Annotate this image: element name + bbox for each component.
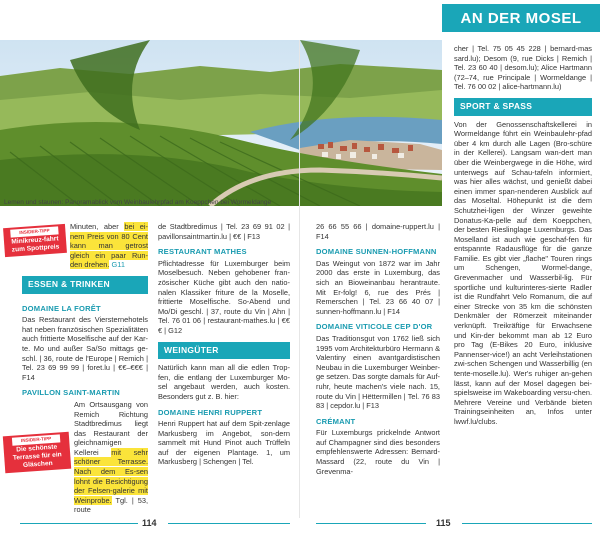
venue-description: Henri Ruppert hat auf dem Spit-zenlage Markusberg im Angebot, son-dern sammelt mit Hund Pinot auch Trüffeln auf der eigenen Plantage. 1, um Markusberg | Schengen | Tel. bbox=[158, 419, 290, 467]
page-number-right: 115 bbox=[436, 518, 451, 528]
column-2 bbox=[158, 222, 290, 467]
insider-tip-label: INSIDER-TIPP bbox=[10, 226, 58, 237]
page-number-left: 114 bbox=[142, 518, 157, 528]
insider-tip-text: Die schönste Terrasse für ein Gläschen bbox=[12, 443, 62, 469]
section-title: AN DER MOSEL bbox=[442, 4, 600, 32]
continued-text: 26 66 55 66 | domaine-ruppert.lu | F14 bbox=[316, 222, 440, 241]
page-gutter bbox=[299, 40, 300, 518]
photo-caption: Lemen und staunen: Panoramablick vom Weinbaulehrpfad am Koeppchen bei Wormeldange bbox=[4, 199, 272, 206]
venue-name: PAVILLON SAINT-MARTIN bbox=[22, 388, 120, 398]
venue-name: DOMAINE HENRI RUPPERT bbox=[158, 407, 263, 417]
column-4 bbox=[454, 44, 592, 427]
venue-text: Tgl. | 53, route bbox=[74, 495, 148, 515]
continued-text: de Stadtbredimus | Tel. 23 69 91 02 | pavillonsaintmartin.lu | €€ | F13 bbox=[158, 222, 290, 241]
column-1 bbox=[22, 222, 148, 515]
venue-text: Am Ortsausgang von Remich Richtung Stadtbredimus liegt das Restaurant der gleichnamigen Kellerei bbox=[74, 399, 148, 457]
section-intro: Natürlich kann man all die edlen Trop-fen, die entlang der Luxemburger Mo-sel angebaut werden, auch kosten. Besonders gut z. B. hier: bbox=[158, 363, 290, 401]
section-body: Von der Genossenschaftskellerei in Wormeldange führt ein Weinbaulehr-pfad über 4 km durch alle Lagen (Bro-schüre in der Kellerei). Langsam wan-dert man über die Weinbergwege in die Höhe, wird unterwegs auf Schau-tafeln informiert, was hier alles wächst, und genießt dabei einen immer span-nenderen Ausblick auf das Moseltal. Höhepunkt ist die dem Schutzhei-ligen der Winzer geweihte Donatus-Ka-pelle auf dem Koeppchen, der besten Rieslinglage Luxemburgs. Das Moselland ist auch wie geschaf-fen für entspannte Radausflüge für die ganze Familie. Es gibt vier „flache" Touren rings um Schengen, Wormel-dange, Grevenmacher und Wasserbil-lig. Für sportliche und kulturinteres-sierte Radler ist die Rundfahrt Velo Romanum, die auf einer Strecke von 35 km die schönsten Denkmäler der Römerzeit miteinander verknüpft. Treikräftige für Erwachsene und Kin-der bekommt man ab 12 Euro pro Tag (E-Bikes 20 Euro, inklusive Pannenser-vice!) an acht Verleihstationen zwi-schen Schengen und Wasserbillig (en tente-moselle.lu). Wer's ruhiger an-gehen lässt, kann auf der Mosel dagegen bei-spielsweise im Wakeboarding versu-chen. Mehrere Vereine und Verbände bieten Trainingseinheiten an, Infos unter lwwf.lu/clubs. bbox=[454, 119, 592, 426]
footer-rule-right bbox=[462, 523, 592, 524]
footer-rule-left bbox=[20, 523, 138, 524]
continued-text: cher | Tel. 75 05 45 228 | bernard-mas sard.lu); Desom (9, rue Dicks | Remich | Tel. 23 60 40 | desom.lu); Alice Hartmann (72–74, rue Principale | Wormeldange | Tel. 76 00 02 | alice-hartmann.lu) bbox=[454, 44, 592, 92]
footer-rule-right bbox=[316, 523, 426, 524]
venue-description: Pflichtadresse für Luxemburger beim Moselbesuch. Neben gehobener fran-zösischer Küche gibt auch den natio-nalen Klassiker friture de la Moselle, frittierte Moselfische. So-Abend und Mo/Di geschl. | 37, route du Vin | Ahn | Tel. 76 01 06 | restaurant-mathes.lu | €€€ | G12 bbox=[158, 258, 290, 335]
heading-sport-spass: SPORT & SPASS bbox=[454, 98, 592, 116]
venue-name: DOMAINE LA FORÊT bbox=[22, 303, 101, 313]
map-grid-ref: G11 bbox=[109, 260, 125, 270]
venue-name: CRÉMANT bbox=[316, 416, 356, 426]
vineyard-photo bbox=[0, 40, 442, 206]
venue-description: Das Restaurant des Viersternehotels hat neben französischen Spezialitäten auch frittierte Moselfische auf der Kar-te. Mo und außer Sa/So mittags ge-schl. | 36, route de l'Europe | Remich | Tel. 23 69 99 99 | foret.lu | €€–€€€ | F14 bbox=[22, 315, 148, 382]
intro-text: Minuten, aber bbox=[70, 222, 125, 231]
venue-highlight: mit sehr schöner Terrasse. Nach dem Es-sen lohnt die Besichtigung der Felsen-galerie mit Weinprobe. bbox=[74, 447, 148, 505]
venue-name: DOMAINE SUNNEN-HOFFMANN bbox=[316, 247, 437, 257]
venue-description: Für Luxemburgs prickelnde Antwort auf Champagner sind dies besonders empfehlenswerte Adressen: Bernard-Massard (22, route du Vin | Grevenma- bbox=[316, 428, 440, 476]
venue-description bbox=[22, 400, 148, 515]
venue-name: RESTAURANT MATHES bbox=[158, 247, 247, 257]
column-3 bbox=[316, 222, 440, 476]
venue-name: DOMAINE VITICOLE CEP D'OR bbox=[316, 322, 433, 332]
insider-tip-text: Minikreuz-fahrt zum Spottpreis bbox=[11, 235, 60, 254]
insider-tip-label: INSIDER-TIPP bbox=[12, 434, 60, 445]
venue-description: Das Weingut von 1872 war im Jahr 2000 das erste in Luxemburg, das sich an Bioweinanbau herantraute. Mit Er-folg! 6, rue des Prés | Remerschen | Tel. 23 66 40 07 | sunnen-hoffmann.lu | F14 bbox=[316, 258, 440, 316]
intro-paragraph bbox=[22, 222, 148, 270]
heading-essen-trinken: ESSEN & TRINKEN bbox=[22, 276, 148, 294]
footer-rule-left bbox=[168, 523, 290, 524]
venue-description: Das Traditionsgut von 1762 ließ sich 1995 vom Architekturbüro Hermann & Valentiny einen avantgardistischen Neubau in die Luxemburger Weinber-ge setzen. Das sorgte damals für Auf-ruhr, heute machen's viele nach. 15, route du Vin | Hëttermillen | Tel. 76 83 83 | cepdor.lu | F13 bbox=[316, 333, 440, 411]
heading-weingueter: WEINGÜTER bbox=[158, 342, 290, 360]
intro-highlight: bei ei-nem Preis von 80 Cent kann man getrost gleich ein paar Run-den drehen. bbox=[70, 222, 148, 270]
